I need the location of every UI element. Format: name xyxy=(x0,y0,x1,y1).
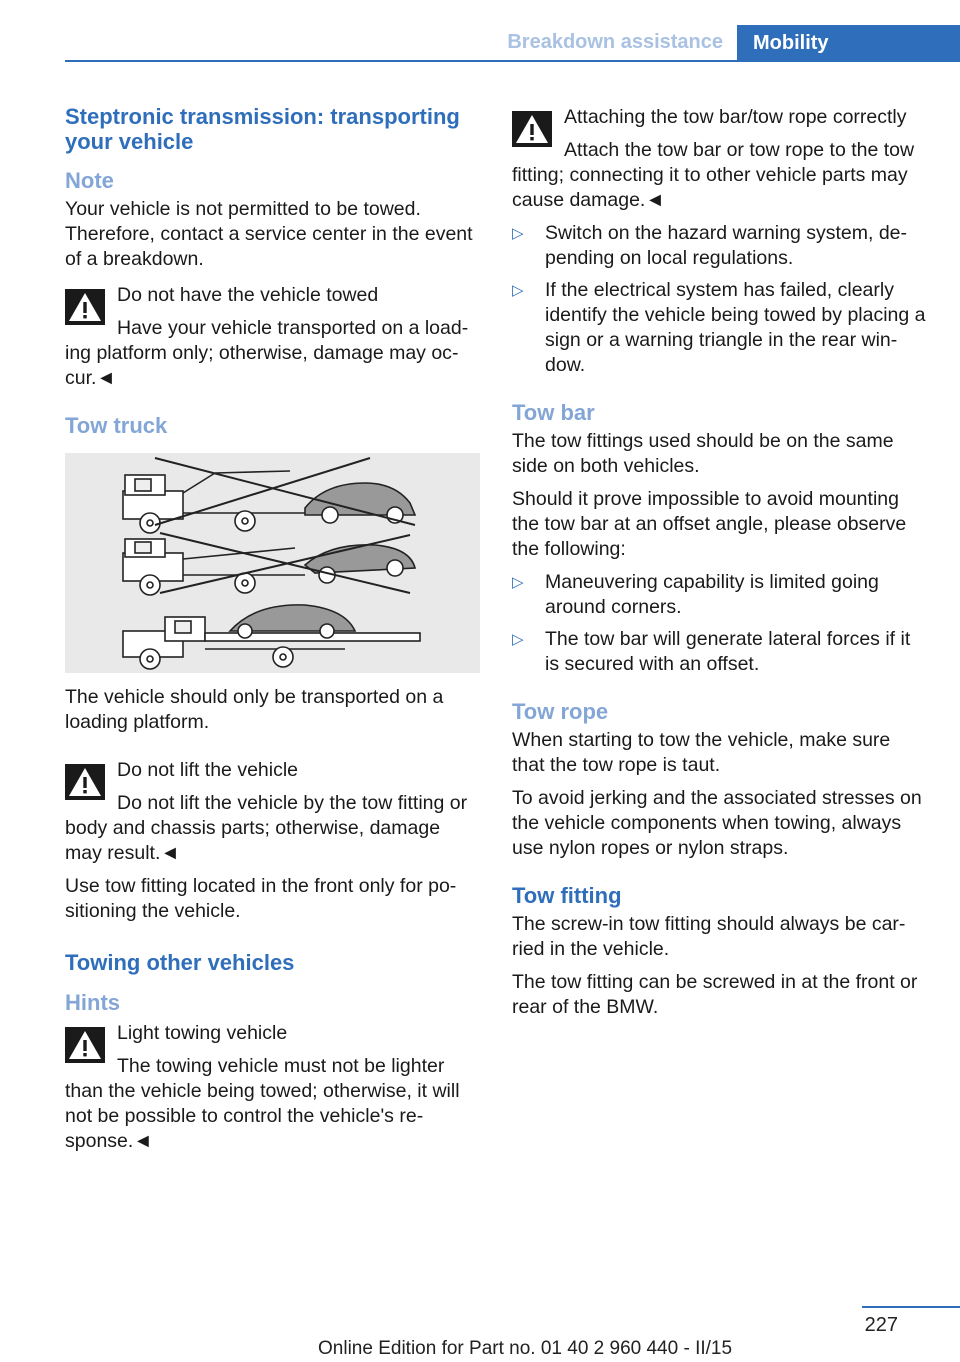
tow-fitting-paragraph-2: The tow fitting can be screwed in at the front or rear of the BMW. xyxy=(512,971,918,1018)
warning-text: Attach the tow bar or tow rope to the tow fitting; connecting it to other vehicle parts may cause damage.◄ xyxy=(512,139,915,211)
warning-triangle-icon xyxy=(65,1027,105,1063)
warning-triangle-icon xyxy=(512,111,552,147)
edition-footer: Online Edition for Part no. 01 40 2 960 440 - II/15 xyxy=(318,1338,733,1359)
triangle-right-bullet-icon: ▷ xyxy=(512,282,524,299)
list-item: ▷ Maneuvering capability is limited going around corners. xyxy=(512,571,879,618)
warning-title: Attaching the tow bar/tow rope correctly xyxy=(564,106,907,128)
page-number: 227 xyxy=(864,1314,898,1336)
figure-caption: The vehicle should only be transported on a loading platform. xyxy=(65,686,444,733)
triangle-right-bullet-icon: ▷ xyxy=(512,631,524,648)
right-column xyxy=(512,100,928,1028)
list-item: ▷ The tow bar will generate lateral forces if it is secured with an offset. xyxy=(512,628,911,675)
heading-tow-fitting: Tow fitting xyxy=(512,883,622,908)
tow-bar-paragraph-2: Should it prove impossible to avoid mounting the tow bar at an offset angle, please observe the following: xyxy=(512,488,907,560)
triangle-right-bullet-icon: ▷ xyxy=(512,574,524,591)
warning-text: The towing vehicle must not be lighter than the vehicle being towed; otherwise, it will not be possible to control the vehicle's response.◄ xyxy=(65,1055,460,1152)
warning-box-do-not-tow xyxy=(65,282,481,391)
warning-box-attaching-tow-bar xyxy=(512,104,928,213)
tab-mobility[interactable]: Mobility xyxy=(737,25,960,62)
hazard-list xyxy=(512,221,928,378)
tow-rope-paragraph-1: When starting to tow the vehicle, make sure that the tow rope is taut. xyxy=(512,729,891,776)
tow-rope-paragraph-2: To avoid jerking and the associated stresses on the vehicle components when towing, always use nylon ropes or nylon straps. xyxy=(512,787,922,859)
list-item: ▷ Switch on the hazard warning system, depending on local regulations. xyxy=(512,222,908,269)
warning-box-light-towing-vehicle xyxy=(65,1020,481,1154)
warning-title: Light towing vehicle xyxy=(117,1022,288,1044)
tow-truck-illustration xyxy=(65,453,480,673)
list-item: ▷ If the electrical system has failed, clearly identify the vehicle being towed by placing a sign or a warning triangle in the rear window. xyxy=(512,279,926,376)
tow-bar-paragraph-1: The tow fittings used should be on the same side on both vehicles. xyxy=(512,430,894,477)
heading-hints: Hints xyxy=(65,990,120,1015)
note-text: Your vehicle is not permitted to be towed. Therefore, contact a service center in the event of a breakdown. xyxy=(65,198,473,270)
tow-fitting-note: Use tow fitting located in the front only for positioning the vehicle. xyxy=(65,875,457,922)
tow-fitting-paragraph-1: The screw-in tow fitting should always be carried in the vehicle. xyxy=(512,913,906,960)
warning-triangle-icon xyxy=(65,289,105,325)
triangle-right-bullet-icon: ▷ xyxy=(512,225,524,242)
section-title-steptronic: Steptronic transmission: transporting your vehicle xyxy=(65,104,460,154)
warning-text: Have your vehicle transported on a loading platform only; otherwise, damage may occur.◄ xyxy=(65,317,469,389)
heading-towing-other-vehicles: Towing other vehicles xyxy=(65,950,295,975)
heading-tow-truck: Tow truck xyxy=(65,413,168,438)
footer-rule xyxy=(862,1306,960,1308)
tab-breakdown-assistance[interactable]: Breakdown assistance xyxy=(507,31,723,53)
heading-note: Note xyxy=(65,168,114,193)
warning-box-do-not-lift xyxy=(65,757,481,866)
left-column xyxy=(65,100,481,1162)
warning-triangle-icon xyxy=(65,764,105,800)
warning-text: Do not lift the vehicle by the tow fitting or body and chassis parts; otherwise, damage may result.◄ xyxy=(65,792,468,864)
tow-bar-list xyxy=(512,570,928,677)
warning-title: Do not lift the vehicle xyxy=(117,759,299,781)
heading-tow-bar: Tow bar xyxy=(512,400,595,425)
warning-title: Do not have the vehicle towed xyxy=(117,284,379,306)
heading-tow-rope: Tow rope xyxy=(512,699,609,724)
